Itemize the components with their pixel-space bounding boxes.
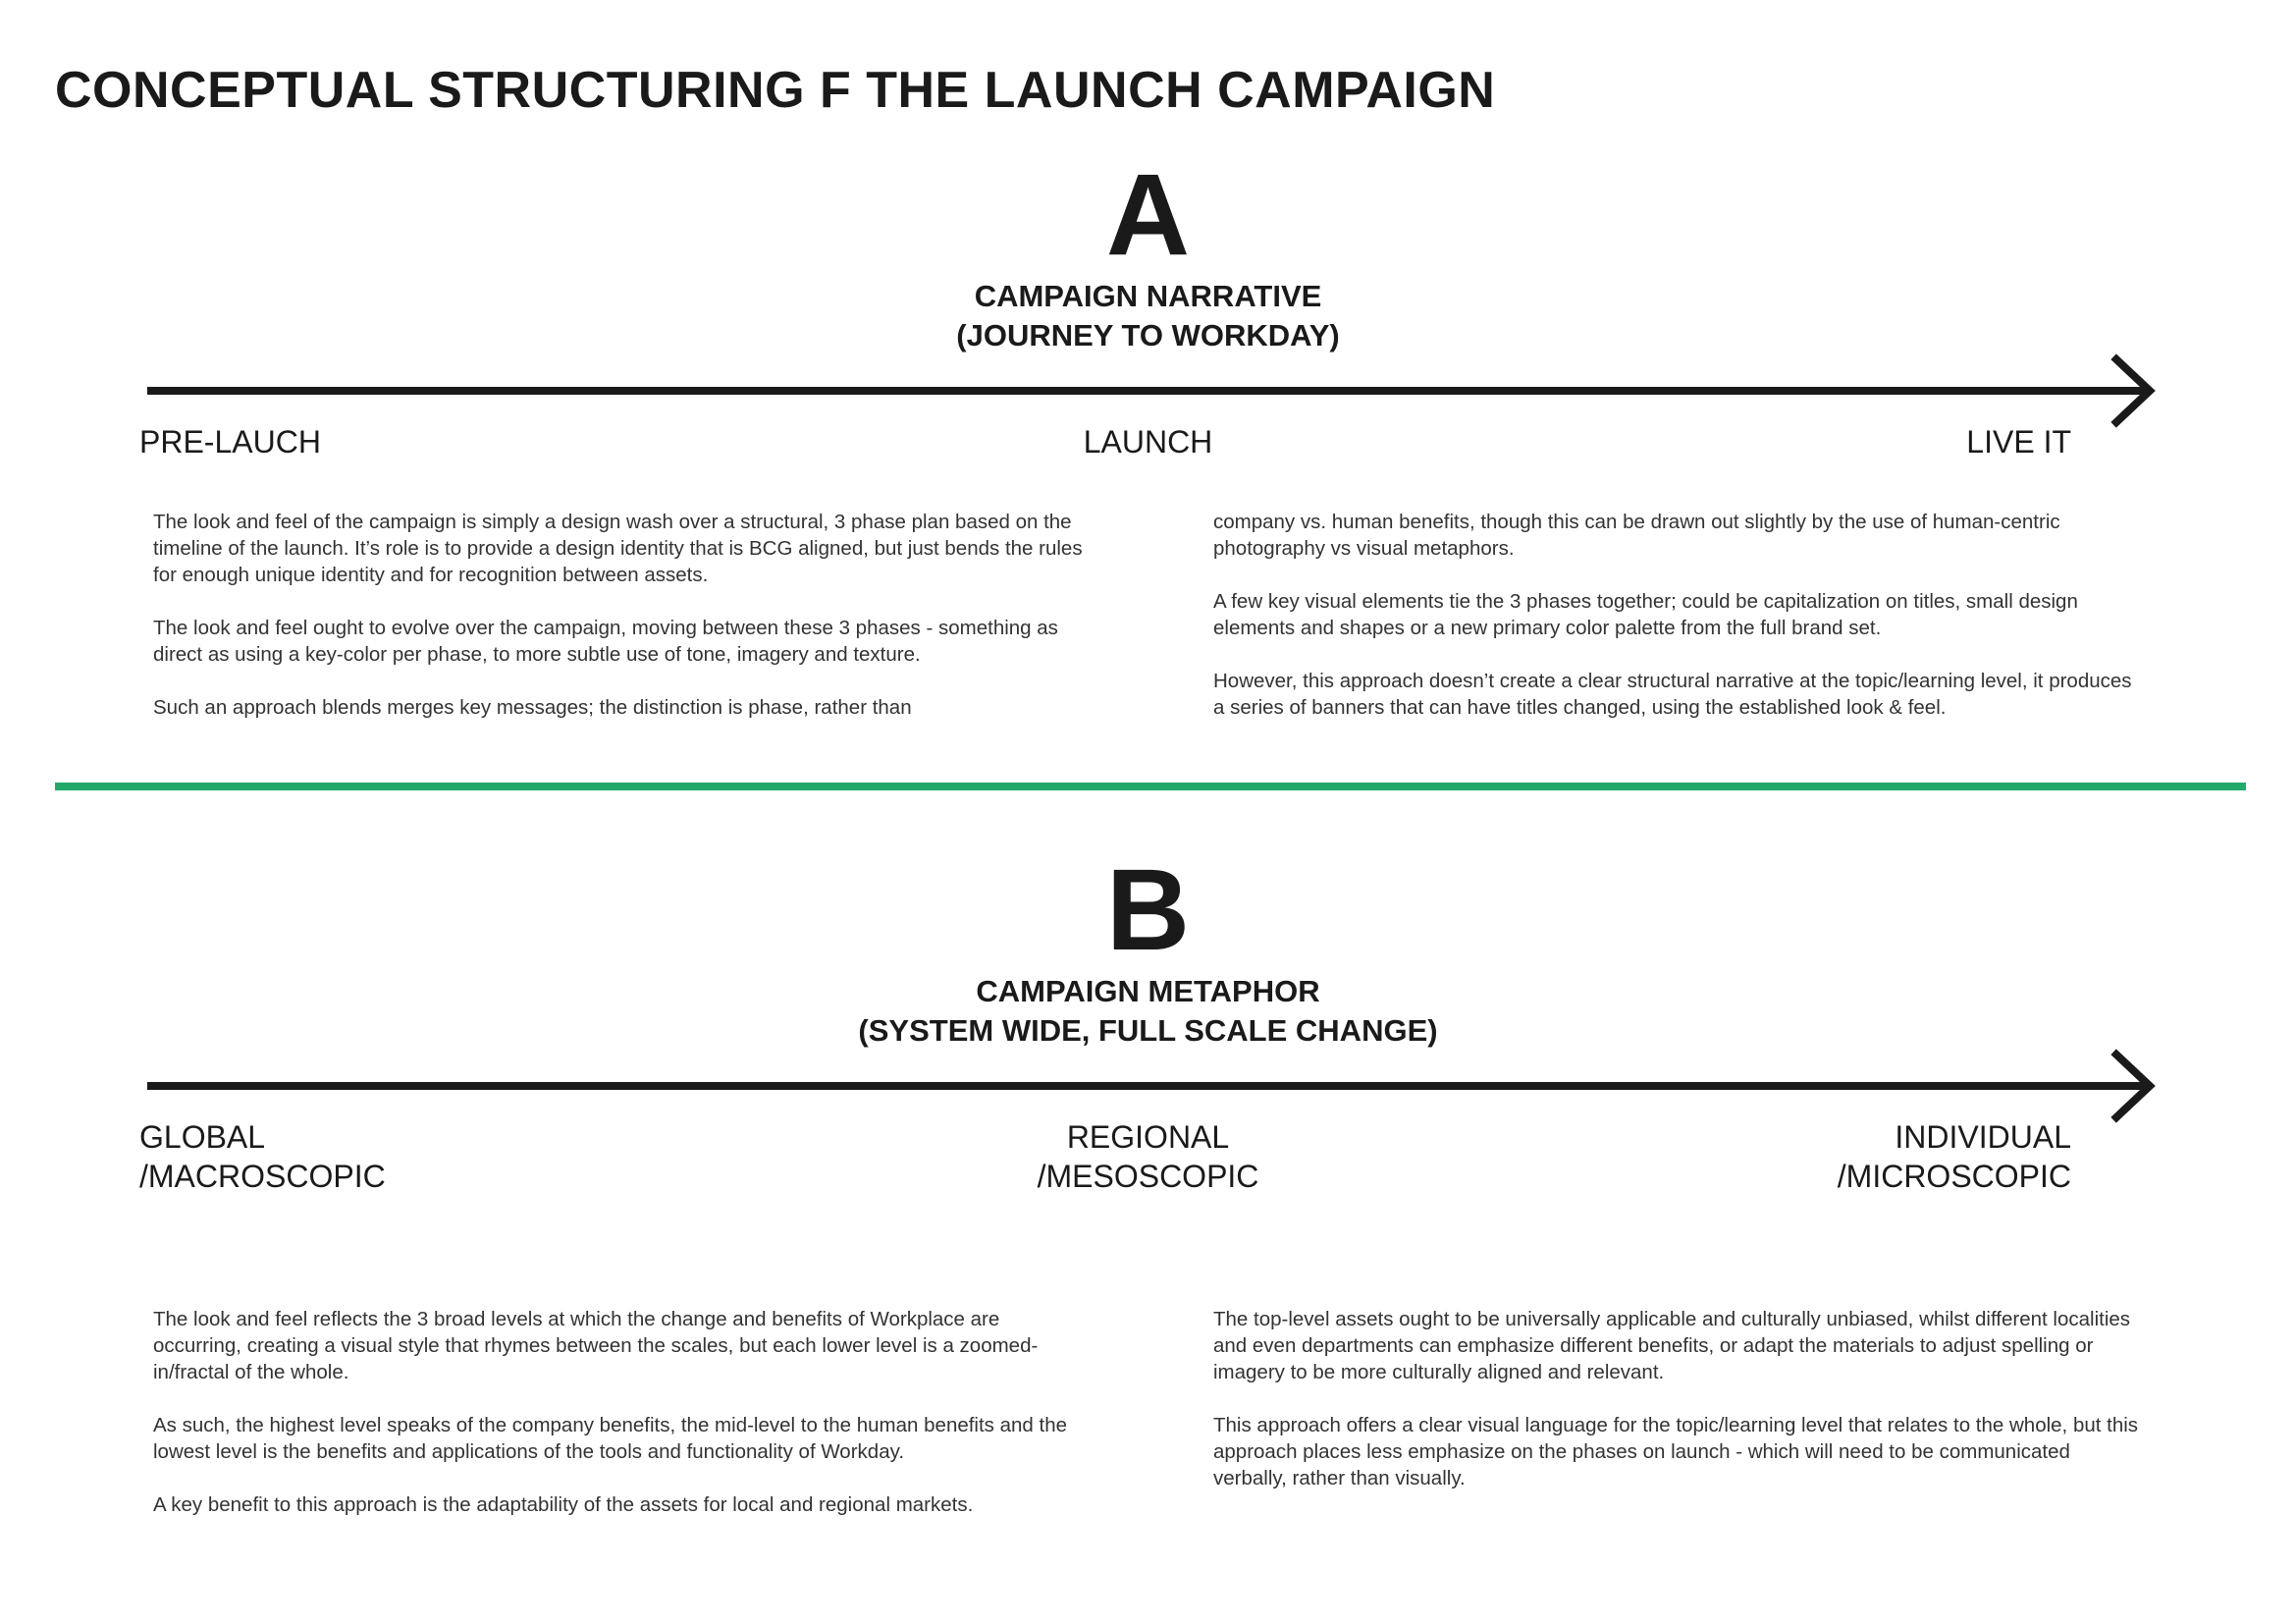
paragraph: However, this approach doesn’t create a clear structural narrative at the topic/learning level, it produces a series of banners that can have titles changed, using the established look & feel.: [1213, 670, 2132, 719]
label-individual-microscopic: [1571, 1117, 2071, 1196]
section-b-heading-line1: CAMPAIGN METAPHOR: [976, 974, 1320, 1008]
label-pre-launch: PRE-LAUCH: [139, 424, 321, 460]
paragraph: The top-level assets ought to be universally applicable and culturally unbiased, whilst different localities and even departments can emphasize different benefits, or adapt the materials to adjust spelling or imagery to be more culturally aligned and relevant.: [1213, 1308, 2131, 1383]
section-b-letter: B: [1105, 845, 1191, 975]
section-a-right-text: [1213, 509, 2141, 747]
paragraph: This approach offers a clear visual language for the topic/learning level that relates to the whole, but this approach places less emphasize on the phases on launch - which will need to be communicated verbally, rather than visually.: [1213, 1414, 2139, 1489]
section-a-heading-line2: (JOURNEY TO WORKDAY): [956, 318, 1340, 352]
label-live-it: LIVE IT: [1966, 424, 2071, 460]
label-line: /MACROSCOPIC: [139, 1159, 386, 1194]
paragraph: The look and feel reflects the 3 broad levels at which the change and benefits of Workplace are occurring, creating a visual style that rhymes between the scales, but each lower level is a zoomed-in/fractal of the whole.: [153, 1308, 1039, 1383]
label-line: GLOBAL: [139, 1119, 266, 1155]
paragraph: As such, the highest level speaks of the company benefits, the mid-level to the human benefits and the lowest level is the benefits and applications of the tools and functionality of Workday.: [153, 1414, 1068, 1463]
section-a-left-text: [153, 509, 1086, 747]
section-a-heading: [0, 277, 2296, 355]
section-b-left-text: [153, 1306, 1086, 1544]
section-divider: [55, 783, 2246, 790]
page-title: CONCEPTUAL STRUCTURING F THE LAUNCH CAMPAIGN: [55, 62, 1496, 119]
label-line: REGIONAL: [1066, 1119, 1230, 1155]
section-a-letter: A: [1105, 150, 1191, 280]
paragraph: A few key visual elements tie the 3 phases together; could be capitalization on titles, small design elements and shapes or a new primary color palette from the full brand set.: [1213, 590, 2078, 639]
paragraph: Such an approach blends merges key messages; the distinction is phase, rather than: [153, 696, 912, 719]
label-launch: LAUNCH: [1083, 424, 1213, 460]
section-a-heading-line1: CAMPAIGN NARRATIVE: [974, 279, 1322, 313]
label-line: /MICROSCOPIC: [1837, 1159, 2071, 1194]
section-b-heading: [0, 972, 2296, 1051]
paragraph: company vs. human benefits, though this can be drawn out slightly by the use of human-centric photography vs visual metaphors.: [1213, 511, 2060, 560]
paragraph: The look and feel of the campaign is simply a design wash over a structural, 3 phase plan based on the timeline of the launch. It’s role is to provide a design identity that is BCG aligned, but just bends the rules for enough unique identity and for recognition between assets.: [153, 511, 1083, 586]
right-arrow-icon: [147, 1055, 2150, 1117]
section-b-right-text: [1213, 1306, 2141, 1518]
label-line: /MESOSCOPIC: [1037, 1159, 1259, 1194]
paragraph: The look and feel ought to evolve over the campaign, moving between these 3 phases - something as direct as using a key-color per phase, to more subtle use of tone, imagery and texture.: [153, 617, 1058, 666]
label-line: INDIVIDUAL: [1895, 1119, 2071, 1155]
paragraph: A key benefit to this approach is the adaptability of the assets for local and regional markets.: [153, 1493, 974, 1516]
section-b-heading-line2: (SYSTEM WIDE, FULL SCALE CHANGE): [858, 1013, 1438, 1048]
right-arrow-icon: [147, 359, 2150, 422]
